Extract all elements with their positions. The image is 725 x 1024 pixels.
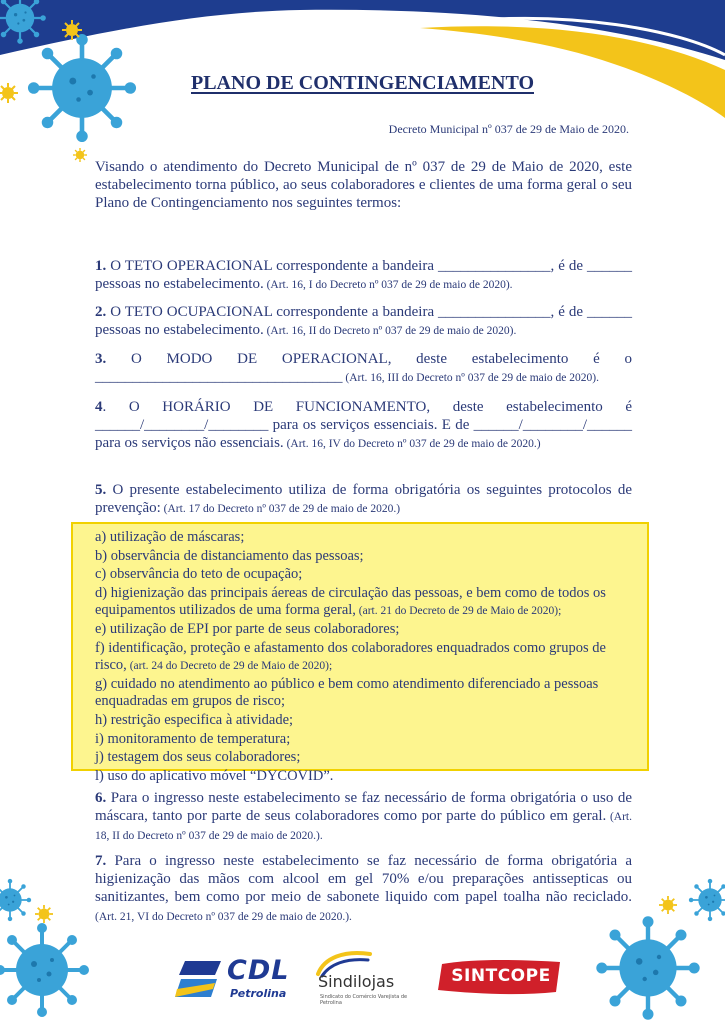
item-6 (95, 789, 632, 845)
decree-reference: Decreto Municipal nº 037 de 29 de Maio de 2020. (388, 122, 629, 136)
item-text: O presente estabelecimento utiliza de forma obrigatória os seguintes protocolos de prevenção: (95, 482, 632, 516)
sintcope-logo (438, 958, 564, 996)
item-1 (95, 257, 632, 294)
item-reference: (Art. 17 do Decreto nº 037 de 29 de maio de 2020.) (160, 503, 401, 515)
item-7 (95, 852, 632, 926)
item-2 (95, 303, 632, 340)
cdl-name: CDL (227, 955, 290, 986)
item-5 (95, 481, 632, 518)
protocol-item: b) observância de distanciamento das pessoas; (95, 547, 364, 564)
sponsor-logos (0, 940, 725, 1020)
item-number: 5. (95, 482, 107, 498)
item-text: O TETO OPERACIONAL correspondente a bandeira _______________, é de ______ pessoas no estabelecimento. (95, 258, 632, 292)
item-reference: (Art. 16, IV do Decreto nº 037 de 29 de maio de 2020.) (283, 438, 541, 450)
item-number: 6. (95, 790, 107, 806)
protocols-list (73, 524, 647, 786)
item-text: O TETO OCUPACIONAL correspondente a bandeira _______________, é de ______ pessoas no estabelecimento. (95, 304, 632, 338)
sintcope-name: SINTCOPE (451, 966, 551, 986)
item-number: 3. (95, 351, 107, 367)
item-number: 4 (95, 399, 103, 415)
cdl-logo (175, 955, 290, 1003)
item-text: Para o ingresso neste estabelecimento se faz necessário de forma obrigatória a higienização das mãos com alcool em gel 70% e/ou preparações antissepticas ou sanitizantes, bem como por meio de sabonete liquido com papel toalha não reciclado. (95, 853, 632, 905)
item-reference: (Art. 16, II do Decreto nº 037 de 29 de maio de 2020). (263, 325, 517, 337)
sindilojas-logo (310, 948, 420, 1012)
cdl-mark-icon (175, 957, 223, 1001)
item-number: 7. (95, 853, 107, 869)
protocol-item: c) observância do teto de ocupação; (95, 566, 303, 583)
protocol-item: d) higienização das principais áereas de circulação das pessoas, e bem como de todos os equipamentos utilizados de uma forma geral, (art. 21 do Decreto de 29 de Maio de 2020); (95, 584, 606, 619)
item-reference: (Art. 18, II do Decreto nº 037 de 29 de maio de 2020.). (95, 811, 632, 842)
protocol-item: i) monitoramento de temperatura; (95, 730, 291, 747)
item-text: Para o ingresso neste estabelecimento se faz necessário de forma obrigatória o uso de máscara, tanto por parte de seus colaboradores como por parte do público em geral. (95, 790, 632, 824)
item-reference: (Art. 21, VI do Decreto nº 037 de 29 de maio de 2020.). (95, 911, 352, 923)
document-title: PLANO DE CONTINGENCIAMENTO (191, 72, 534, 94)
protocol-item: j) testagem dos seus colaboradores; (95, 749, 301, 766)
protocols-box (71, 522, 649, 784)
protocol-item: e) utilização de EPI por parte de seus colaboradores; (95, 620, 400, 637)
protocol-item: h) restrição especifica à atividade; (95, 711, 294, 728)
intro-paragraph: Visando o atendimento do Decreto Municipal de nº 037 de 29 de Maio de 2020, este estabelecimento torna público, ao seus colaboradores e clientes de uma forma geral o seu Plano de Contingenciamento nos seguintes termos: (95, 159, 632, 211)
item-text: . O HORÁRIO DE FUNCIONAMENTO, deste estabelecimento é ______/________/________ para os serviços essenciais. E de ______/________/______ para os serviços não essenciais. (95, 399, 632, 451)
item-reference: (Art. 16, I do Decreto nº 037 de 29 de maio de 2020). (263, 279, 513, 291)
item-4 (95, 398, 632, 453)
protocol-item: a) utilização de máscaras; (95, 529, 245, 545)
cdl-subtitle: Petrolina (230, 987, 287, 1000)
sindilojas-name: Sindilojas (318, 972, 395, 991)
item-text: O MODO DE OPERACIONAL, deste estabelecimento é o _________________________________ (95, 351, 632, 385)
protocol-item: f) identificação, proteção e afastamento dos colaboradores enquadrados como grupos de risco, (art. 24 do Decreto de 29 de Maio de 2020); (95, 639, 606, 674)
sindilojas-subtitle: Sindicato do Comércio Varejista de Petrolina (320, 994, 408, 1006)
protocol-item: g) cuidado no atendimento ao público e bem como atendimento diferenciado a pessoas enquadradas em grupos de risco; (95, 675, 599, 710)
item-number: 1. (95, 258, 107, 274)
protocol-item: l) uso do aplicativo móvel “DYCOVID”. (95, 767, 334, 784)
item-number: 2. (95, 304, 107, 320)
item-3 (95, 350, 632, 387)
item-reference: (Art. 16, III do Decreto nº 037 de 29 de maio de 2020). (342, 372, 599, 384)
